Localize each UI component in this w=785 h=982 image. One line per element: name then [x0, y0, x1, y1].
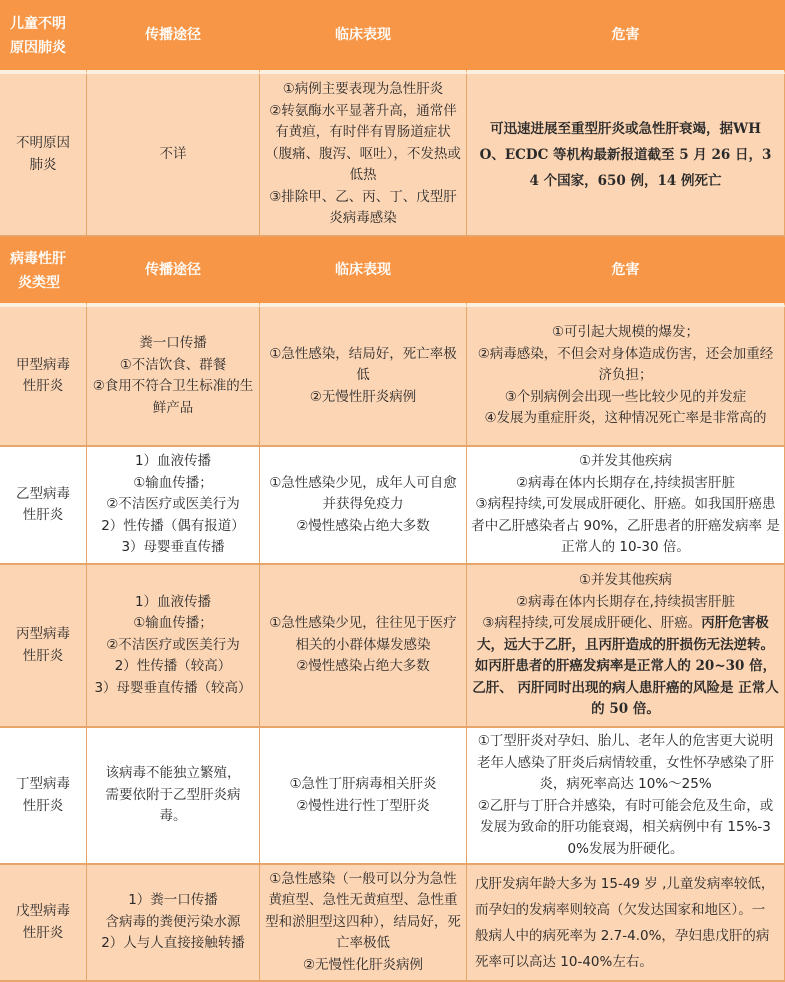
- clinical-line: ①急性丁肝病毒相关肝炎: [289, 776, 437, 792]
- clinical-line: ①急性感染少见，成年人可自愈并获得免疫力: [269, 474, 457, 513]
- table-row-hepatitis-d: [0, 728, 785, 865]
- transmission-line: 2）人与人直接接触转播: [101, 935, 245, 952]
- name-line: 甲型病毒: [16, 356, 70, 373]
- transmission-line: ②不洁医疗或医美行为: [106, 496, 240, 513]
- harm-line: 可迅速进展至重型肝炎或急性肝衰竭，据WHO、ECDC 等机构最新报道截至 5 月 26 日，34 个国家，650 例，14 例死亡: [479, 120, 772, 189]
- name-line: 性肝炎: [22, 507, 64, 523]
- cell-transmission: [87, 447, 260, 565]
- header-category: [0, 0, 87, 74]
- name-line: 肺炎: [29, 156, 57, 173]
- cell-harm: [467, 728, 785, 865]
- harm-text-bold: 丙肝危害极大，远大于乙肝，且丙肝造成的肝损伤无法逆转。如丙肝患者的肝癌发病率是正常人的 20~30 倍，乙肝、 丙肝同时出现的病人患肝癌的风险是 正常人的 50 倍。: [472, 615, 779, 718]
- clinical-line: ③排除甲、乙、丙、丁、戊型肝炎病毒感染: [269, 188, 457, 227]
- header-category: [0, 237, 87, 307]
- harm-text-normal: ③病程持续,可发展成肝硬化、肝癌。: [482, 615, 702, 632]
- cell-transmission: [87, 865, 260, 982]
- transmission-line: ②食用不符合卫生标准的生鲜产品: [92, 378, 254, 416]
- cell-transmission: [87, 307, 260, 447]
- transmission-line: 2）性传播（偶有报道）: [101, 517, 245, 534]
- clinical-line: ②无慢性肝炎病例: [309, 388, 417, 405]
- cell-clinical: [260, 307, 467, 447]
- name-line: 性肝炎: [22, 797, 64, 814]
- cell-transmission: [87, 74, 260, 237]
- cell-name: [0, 728, 87, 865]
- header-category-line: 原因肺炎: [10, 39, 66, 55]
- harm-line: ①并发其他疾病: [578, 572, 673, 589]
- cell-harm: [467, 865, 785, 982]
- transmission-line: 1）血液传播: [134, 593, 212, 610]
- cell-clinical: [260, 565, 467, 728]
- table-row-hepatitis-c: [0, 565, 785, 728]
- cell-name: [0, 865, 87, 982]
- cell-harm: [467, 565, 785, 728]
- cell-clinical: [260, 447, 467, 565]
- header-row-viral-hepatitis: [0, 237, 785, 307]
- transmission-line: 2）性传播（较高）: [114, 658, 232, 675]
- header-transmission: 传播途径: [87, 237, 260, 307]
- harm-line: ②乙肝与丁肝合并感染，有时可能会危及生命，或发展为致命的肝功能衰竭，相关病例中有 15%-30%发展为肝硬化。: [477, 797, 774, 857]
- name-line: 性肝炎: [22, 378, 64, 394]
- header-category-line: 炎类型: [18, 274, 60, 290]
- table-row-hepatitis-a: [0, 307, 785, 447]
- harm-line: ②病毒在体内长期存在,持续损害肝脏: [516, 474, 735, 491]
- clinical-line: ②转氨酶水平显著升高，通常伴有黄疸，有时伴有胃肠道症状（腹痛、腹泻、呕吐），不发热或低热: [265, 102, 461, 184]
- header-harm: 危害: [467, 0, 785, 74]
- clinical-line: ②慢性感染占绝大多数: [296, 658, 430, 675]
- transmission-line: ①输血传播；: [133, 615, 213, 632]
- transmission-line: 1）粪一口传播: [128, 892, 218, 909]
- cell-name: [0, 565, 87, 728]
- header-clinical: 临床表现: [260, 0, 467, 74]
- cell-clinical: [260, 728, 467, 865]
- header-category-line: 儿童不明: [10, 15, 66, 31]
- clinical-line: ②慢性感染占绝大多数: [296, 517, 430, 534]
- cell-harm: [467, 74, 785, 237]
- header-harm: 危害: [467, 237, 785, 307]
- cell-harm: [467, 447, 785, 565]
- name-line: 丙型病毒: [16, 626, 70, 642]
- table-row-unknown-pneumonia: [0, 74, 785, 237]
- harm-line: ①可引起大规模的爆发；: [551, 324, 700, 341]
- harm-line: ①并发其他疾病: [578, 453, 673, 470]
- name-line: 性肝炎: [22, 647, 64, 664]
- name-line: 丁型病毒: [16, 776, 70, 792]
- transmission-line: 1）血液传播: [134, 453, 212, 470]
- clinical-line: ②慢性进行性丁型肝炎: [296, 797, 430, 814]
- name-line: 性肝炎: [22, 924, 64, 941]
- cell-clinical: [260, 865, 467, 982]
- harm-line-mixed: [471, 613, 780, 721]
- transmission-line: 该病毒不能独立繁殖，需要依附于乙型肝炎病毒。: [105, 765, 241, 825]
- transmission-line: ①不洁饮食、群餐: [119, 356, 227, 373]
- header-clinical: 临床表现: [260, 237, 467, 307]
- harm-line: ③病程持续,可发展成肝硬化、肝癌。如我国肝癌患者中乙肝感染者占 90%，乙肝患者的肝癌发病率 是正常人的 10-30 倍。: [471, 496, 780, 556]
- transmission-line: 不详: [159, 145, 187, 162]
- header-transmission: 传播途径: [87, 0, 260, 74]
- clinical-line: ①急性感染少见，往往见于医疗相关的小群体爆发感染: [269, 615, 457, 653]
- clinical-line: ①病例主要表现为急性肝炎: [282, 81, 444, 98]
- transmission-line: 3）母婴垂直传播: [121, 539, 225, 556]
- transmission-line: 3）母婴垂直传播（较高）: [94, 679, 252, 696]
- cell-transmission: [87, 728, 260, 865]
- header-row-unknown-hepatitis: [0, 0, 785, 74]
- cell-clinical: [260, 74, 467, 237]
- harm-line: ②病毒感染，不但会对身体造成伤害，还会加重经济负担；: [477, 345, 774, 384]
- transmission-line: 粪一口传播: [139, 335, 207, 351]
- transmission-line: ①输血传播；: [133, 474, 213, 491]
- table-row-hepatitis-e: [0, 865, 785, 982]
- transmission-line: 含病毒的粪便污染水源: [105, 913, 241, 930]
- clinical-line: ①急性感染（一般可以分为急性黄疸型、急性无黄疸型、急性重型和淤胆型这四种），结局好，死亡率极低: [265, 870, 461, 952]
- cell-name: [0, 447, 87, 565]
- clinical-line: ②无慢性化肝炎病例: [302, 956, 424, 973]
- transmission-line: ②不洁医疗或医美行为: [106, 636, 240, 653]
- cell-name: [0, 74, 87, 237]
- cell-harm: [467, 307, 785, 447]
- harm-line: ④发展为重症肝炎，这种情况死亡率是非常高的: [484, 410, 767, 427]
- table-row-hepatitis-b: [0, 447, 785, 565]
- harm-line: ①丁型肝炎对孕妇、胎儿、老年人的危害更大说明老年人感染了肝炎后病情较重，女性怀孕感染了肝炎，病死率高达 10%～25%: [477, 733, 774, 792]
- name-line: 不明原因: [16, 135, 70, 151]
- harm-line: ③个别病例会出现一些比较少见的并发症: [504, 388, 747, 405]
- header-category-line: 病毒性肝: [10, 250, 66, 266]
- name-line: 乙型病毒: [16, 485, 70, 502]
- harm-line: 戊肝发病年龄大多为 15-49 岁 ,儿童发病率较低，而孕妇的发病率则较高（欠发达国家和地区）。一般病人中的病死率为 2.7-4.0%，孕妇患戊肝的病死率可以高达 10-40%左右。: [475, 875, 775, 970]
- clinical-line: ①急性感染，结局好，死亡率极低: [269, 345, 457, 384]
- cell-transmission: [87, 565, 260, 728]
- name-line: 戊型病毒: [16, 903, 70, 919]
- harm-line: ②病毒在体内长期存在,持续损害肝脏: [516, 593, 735, 610]
- cell-name: [0, 307, 87, 447]
